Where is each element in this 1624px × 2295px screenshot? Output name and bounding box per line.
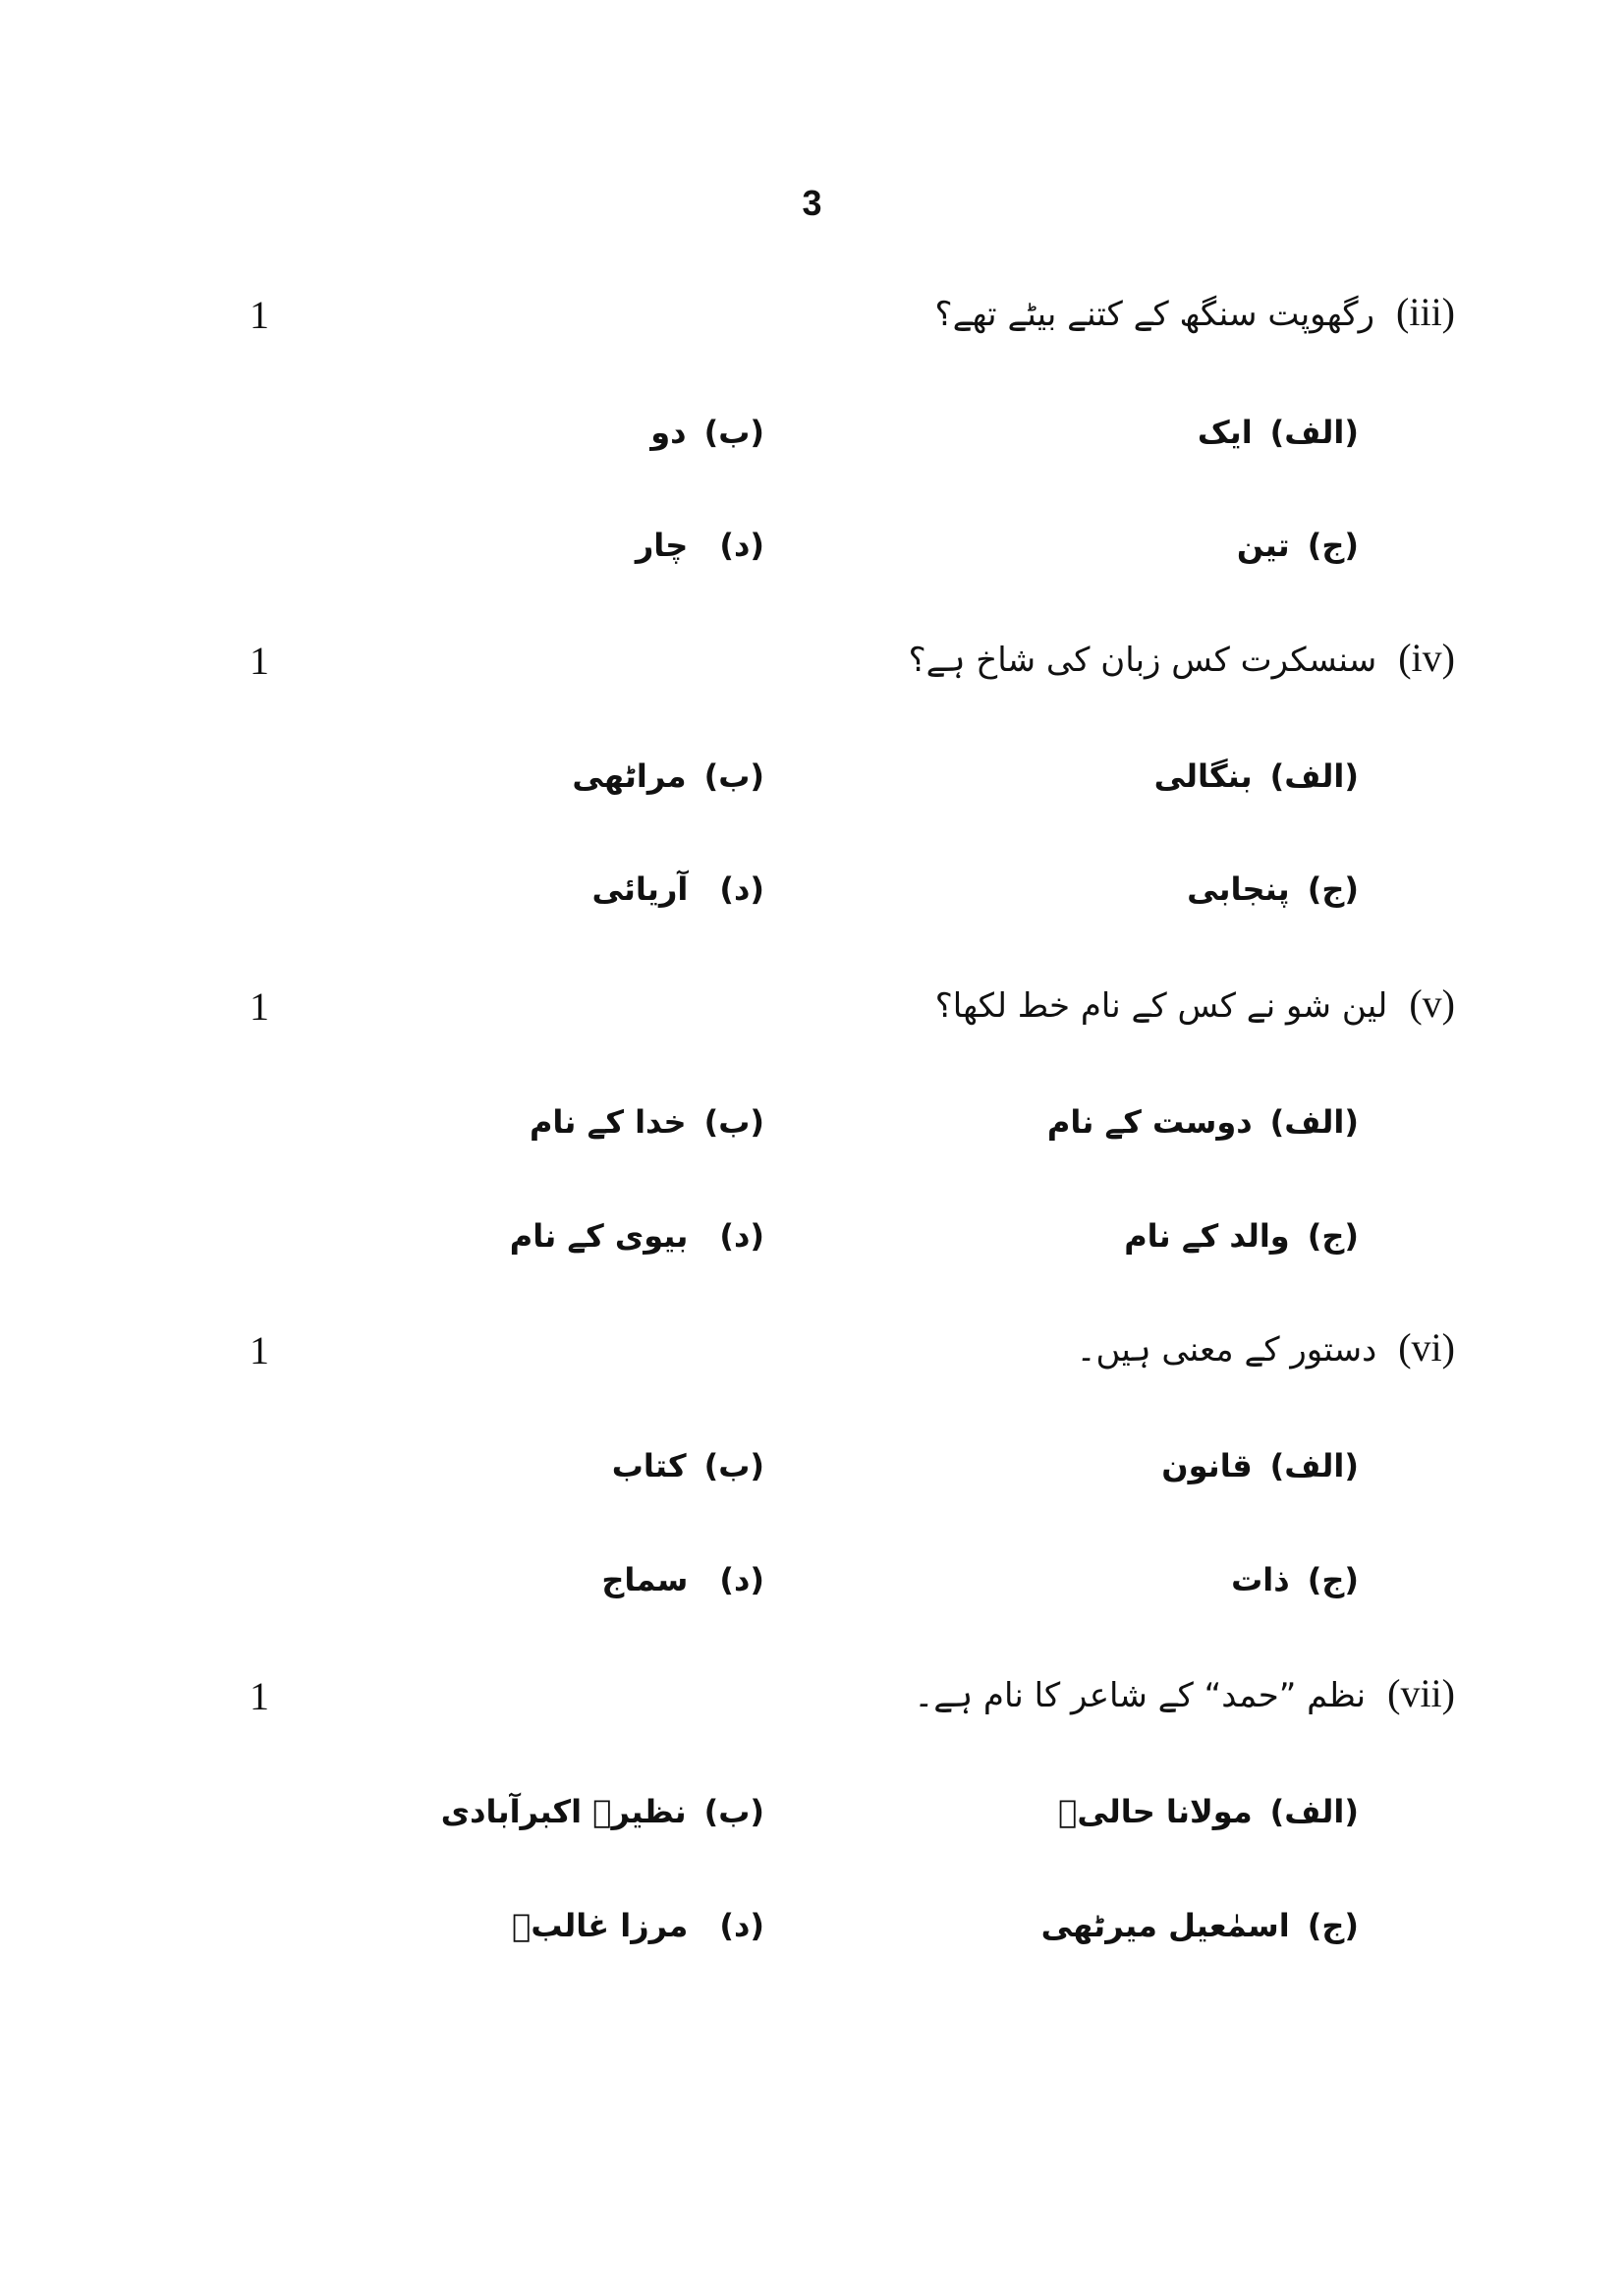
option-label: (ب) [703, 757, 764, 795]
option-text: ایک [1197, 414, 1253, 451]
option-be[interactable] [530, 1092, 764, 1151]
option-alif[interactable] [1198, 403, 1359, 462]
option-alif[interactable] [1047, 1092, 1359, 1151]
question-stem [935, 283, 1455, 344]
option-jeem[interactable] [1187, 860, 1359, 919]
question-text: دستور کے معنی ہیں۔ [1076, 1330, 1377, 1370]
question-text: لین شو نے کس کے نام خط لکھا؟ [934, 986, 1388, 1026]
option-text: والد کے نام [1124, 1217, 1290, 1255]
option-label: (الف) [1269, 757, 1359, 795]
question-number: (v) [1409, 981, 1455, 1026]
question-v [0, 975, 1624, 1043]
question-text: رگھوپت سنگھ کے کتنے بیٹے تھے؟ [934, 295, 1375, 334]
question-marks: 1 [250, 1674, 269, 1718]
option-jeem[interactable] [1231, 1550, 1359, 1609]
option-dal[interactable] [510, 1206, 764, 1265]
question-vi [0, 1318, 1624, 1387]
option-label: (الف) [1269, 1103, 1359, 1141]
option-alif[interactable] [1154, 747, 1359, 806]
option-alif[interactable] [1161, 1436, 1359, 1495]
option-label: (د) [719, 1907, 764, 1944]
question-marks: 1 [250, 984, 269, 1029]
question-number: (iii) [1396, 290, 1455, 334]
question-stem [935, 975, 1455, 1036]
question-marks: 1 [250, 293, 269, 337]
option-jeem[interactable] [1041, 1896, 1359, 1955]
option-text: اسمٰعیل میرٹھی [1040, 1907, 1290, 1944]
option-be[interactable] [650, 403, 764, 462]
option-label: (الف) [1269, 414, 1359, 451]
option-alif[interactable] [1058, 1782, 1359, 1841]
option-text: ذات [1231, 1561, 1290, 1598]
option-jeem[interactable] [1124, 1206, 1359, 1265]
option-text: تین [1236, 527, 1290, 564]
option-label: (ج) [1307, 1217, 1359, 1255]
option-dal[interactable] [512, 1896, 764, 1955]
option-text: قانون [1161, 1447, 1253, 1484]
option-text: پنجابی [1187, 870, 1290, 908]
option-label: (ب) [703, 1103, 764, 1141]
option-be[interactable] [612, 1436, 764, 1495]
option-text: چار [635, 527, 689, 564]
question-marks: 1 [250, 1328, 269, 1372]
option-label: (د) [719, 1561, 764, 1598]
question-stem [1077, 1318, 1455, 1379]
question-number: (vii) [1387, 1671, 1455, 1715]
option-label: (د) [719, 1217, 764, 1255]
question-stem [909, 629, 1455, 690]
question-iv [0, 629, 1624, 698]
option-label: (ج) [1307, 1561, 1359, 1598]
option-dal[interactable] [592, 860, 764, 919]
question-stem [914, 1664, 1455, 1725]
option-text: مراٹھی [572, 757, 687, 795]
option-text: دوست کے نام [1046, 1103, 1253, 1141]
option-text: دو [650, 414, 687, 451]
option-label: (ب) [703, 1447, 764, 1484]
option-label: (ج) [1307, 870, 1359, 908]
option-text: بیوی کے نام [509, 1217, 689, 1255]
question-iii [0, 283, 1624, 352]
option-label: (د) [719, 870, 764, 908]
option-dal[interactable] [601, 1550, 764, 1609]
option-label: (ج) [1307, 527, 1359, 564]
question-text: نظم ”حمد“ کے شاعر کا نام ہے۔ [914, 1676, 1367, 1715]
option-label: (الف) [1269, 1447, 1359, 1484]
option-text: کتاب [611, 1447, 687, 1484]
option-text: مولانا حالیؔ [1058, 1793, 1253, 1830]
question-number: (vi) [1398, 1325, 1455, 1370]
question-number: (iv) [1398, 636, 1455, 680]
option-be[interactable] [441, 1782, 764, 1841]
question-vii [0, 1664, 1624, 1733]
page-number: 3 [802, 183, 822, 223]
option-label: (ب) [703, 414, 764, 451]
option-text: خدا کے نام [529, 1103, 687, 1141]
option-label: (الف) [1269, 1793, 1359, 1830]
option-text: مرزا غالبؔ [512, 1907, 689, 1944]
option-be[interactable] [572, 747, 764, 806]
question-marks: 1 [250, 639, 269, 683]
option-text: بنگالی [1153, 757, 1253, 795]
option-text: نظیرؔ اکبرآبادی [440, 1793, 687, 1830]
option-label: (د) [719, 527, 764, 564]
option-text: آریائی [591, 870, 689, 908]
option-dal[interactable] [636, 516, 764, 575]
option-label: (ب) [703, 1793, 764, 1830]
question-text: سنسکرت کس زبان کی شاخ ہے؟ [908, 641, 1377, 680]
option-label: (ج) [1307, 1907, 1359, 1944]
option-text: سماج [601, 1561, 689, 1598]
option-jeem[interactable] [1237, 516, 1359, 575]
